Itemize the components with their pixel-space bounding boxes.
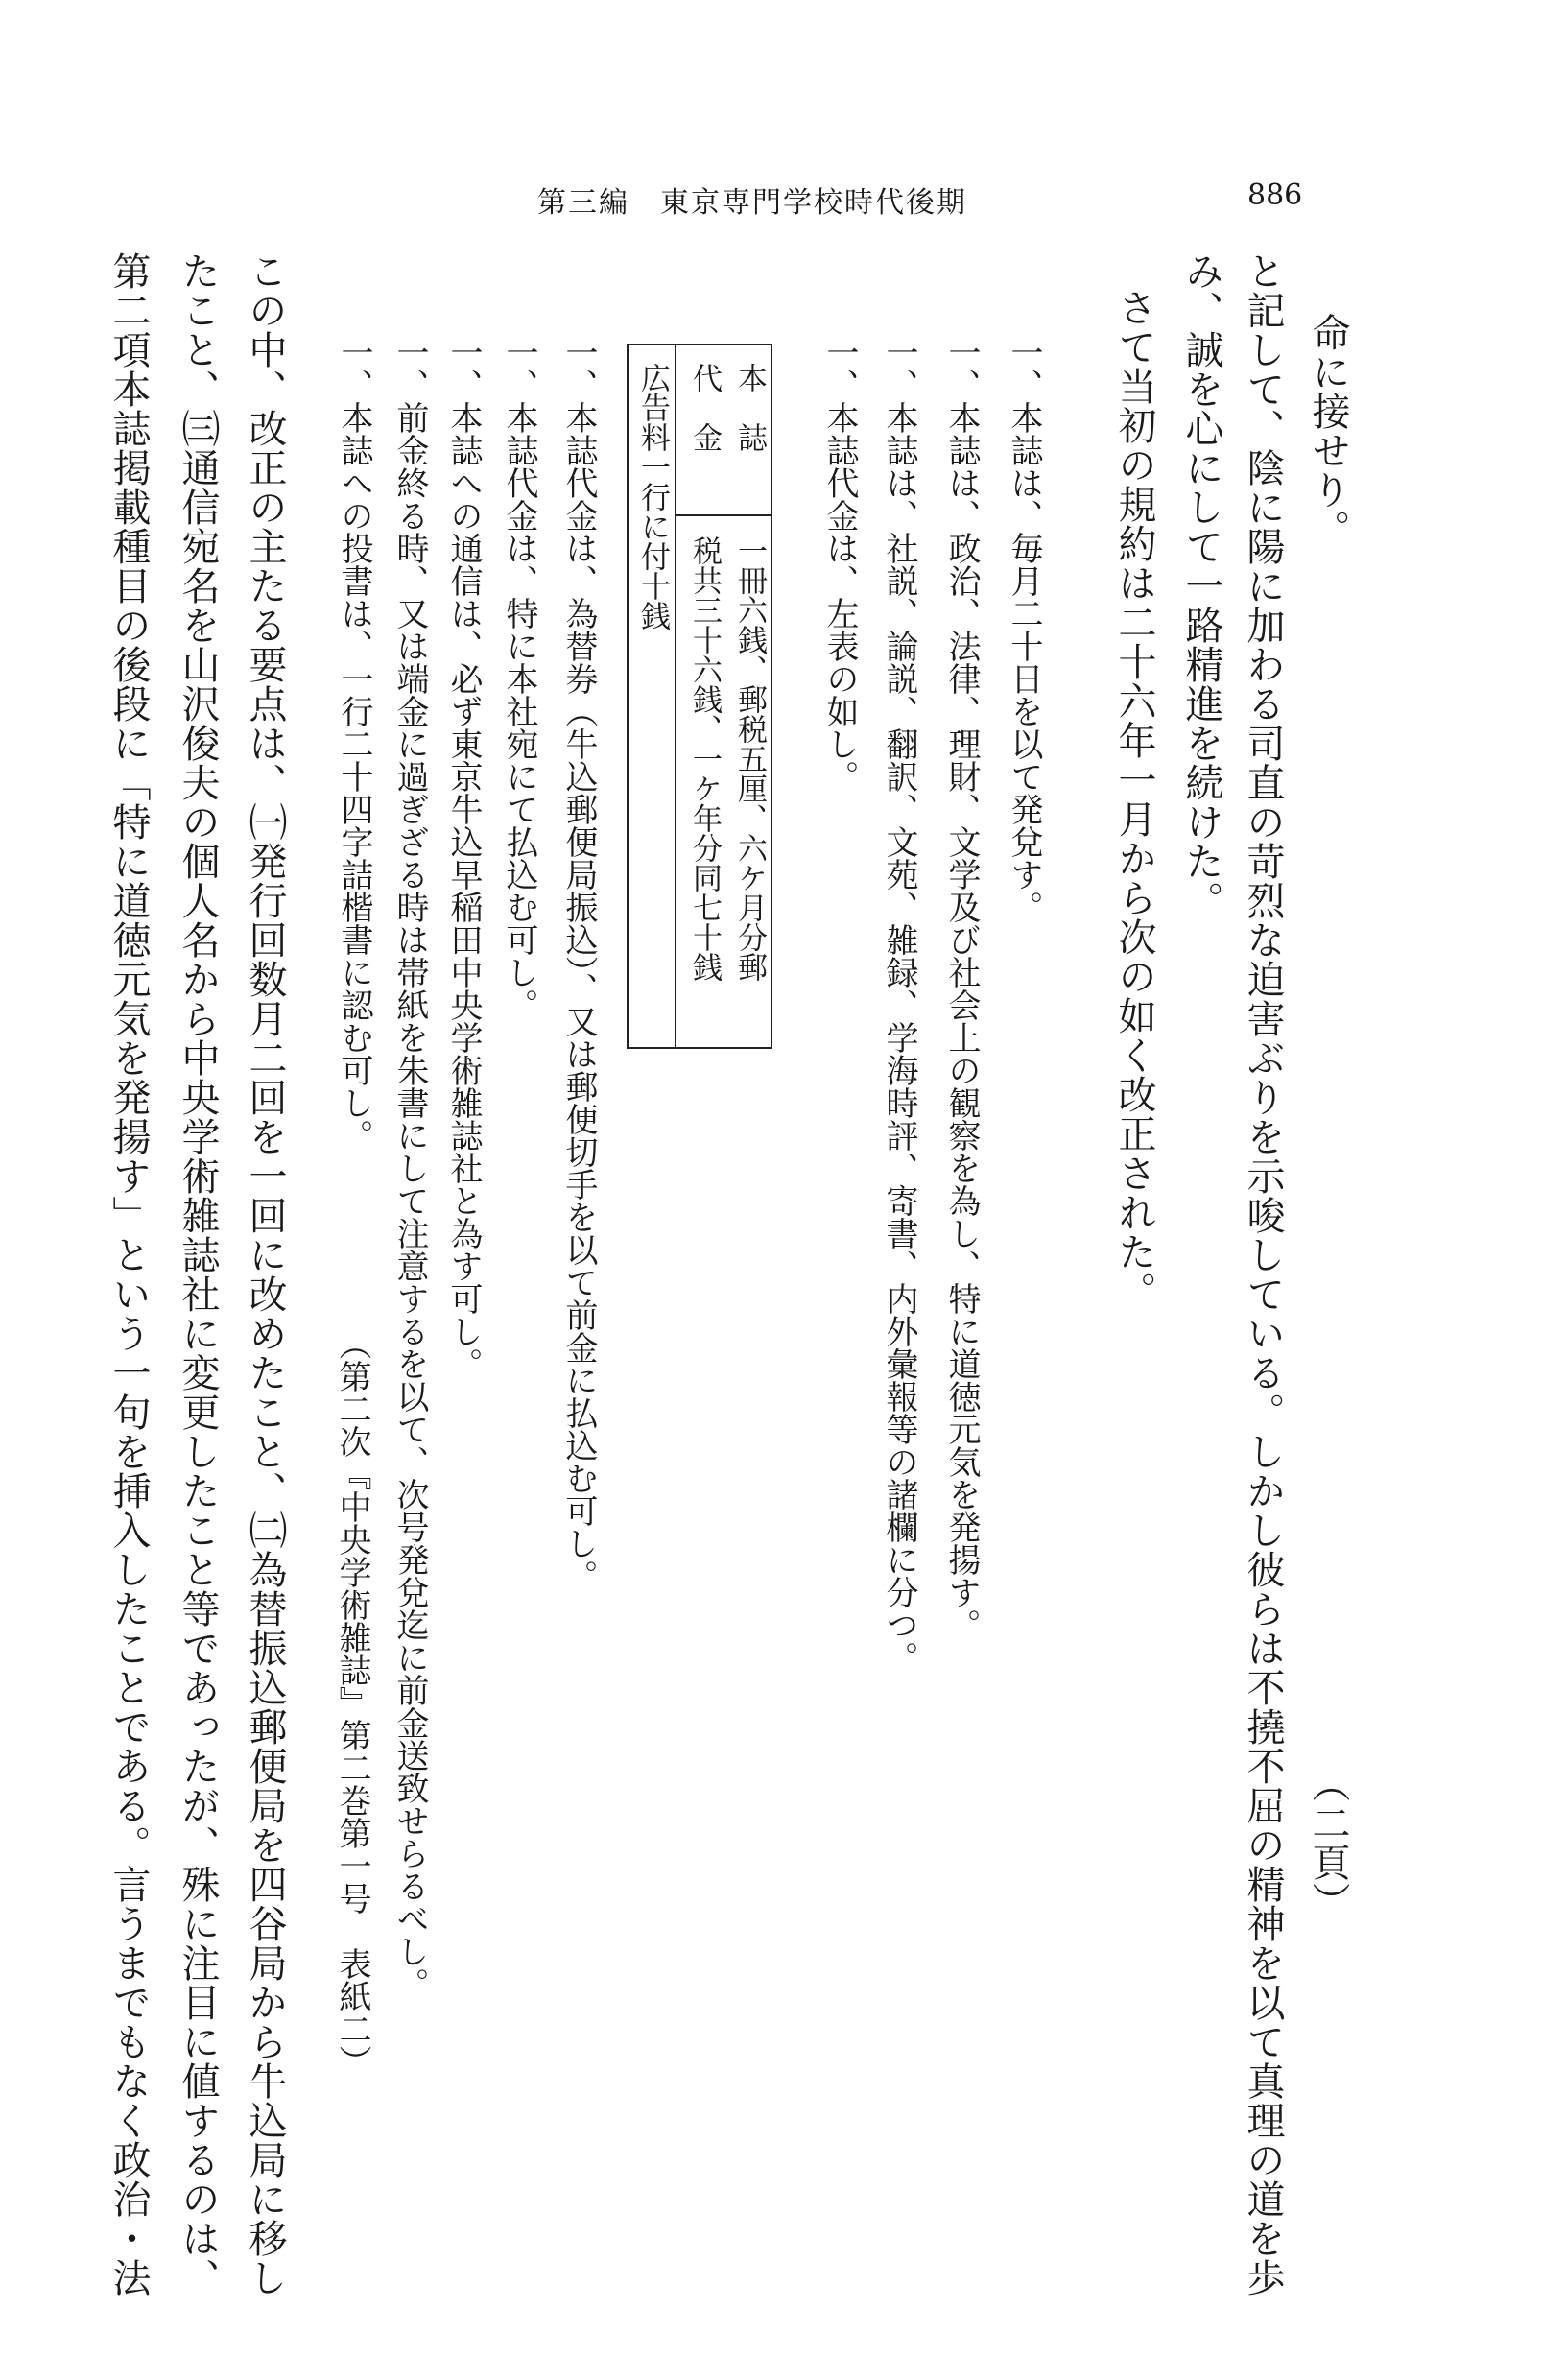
quote-citation-page: （二頁） bbox=[1306, 1764, 1350, 1921]
price-table-ad-rate: 広告料一行に付十銭 bbox=[635, 363, 670, 631]
rule-item: 一、本誌は、社説、論説、翻訳、文苑、雑録、学海時評、寄書、内外彙報等の諸欄に分つ。 bbox=[880, 336, 918, 1674]
rule-item: 一、本誌への通信は、必ず東京牛込早稲田中央学術雑誌社と為す可し。 bbox=[444, 336, 483, 1380]
rule-item: 一、本誌への投書は、一行二十四字詰楷書に認む可し。 bbox=[335, 336, 373, 1152]
price-table-divider bbox=[676, 514, 772, 516]
source-citation: （第二次『中央学術雑誌』第二巻第一号 表紙二） bbox=[333, 1327, 371, 2078]
price-table-value: 税共三十六銭、一ケ年分同七十銭 bbox=[687, 536, 722, 982]
rule-item: 一、本誌は、政治、法律、理財、文学及び社会上の観察を為し、特に道徳元気を発揚す。 bbox=[942, 336, 981, 1641]
body-text-line: 第二項本誌掲載種目の後段に「特に道徳元気を発揚す」という一句を挿入したことである。言うまでもなく政治・法 bbox=[107, 251, 151, 2297]
page-number: 886 bbox=[1247, 178, 1303, 212]
rule-item: 一、本誌代金は、為替券（牛込郵便局振込）、又は郵便切手を以て前金に払込む可し。 bbox=[559, 336, 598, 1592]
rule-item: 一、前金終る時、又は端金に過ぎざる時は帯紙を朱書にして注意するを以て、次号発兌迄に前金送致せらるべし。 bbox=[391, 336, 429, 2000]
body-text-line: と記して、陰に陽に加わる司直の苛烈な迫害ぶりを示唆している。しかし彼らは不撓不屈の精神を以て真理の道を歩 bbox=[1241, 251, 1285, 2297]
price-table-value: 一冊六銭、郵税五厘、六ケ月分郵 bbox=[732, 536, 767, 982]
rule-item: 一、本誌代金は、特に本社宛にて払込む可し。 bbox=[500, 336, 538, 1021]
body-text-line: さて当初の規約は二十六年一月から次の如く改正された。 bbox=[1112, 288, 1156, 1311]
price-table-divider bbox=[675, 344, 676, 1049]
price-table-label: 代 金 bbox=[687, 363, 722, 452]
running-header: 第三編 東京専門学校時代後期 bbox=[537, 186, 967, 220]
body-text-line: み、誠を心にして一路精進を続けた。 bbox=[1179, 251, 1223, 920]
body-text-line: たこと、㈢通信宛名を山沢俊夫の個人名から中央学術雑誌社に変更したこと等であったが、殊に注目に値するのは、 bbox=[176, 251, 220, 2297]
price-table-label: 本 誌 bbox=[732, 363, 767, 452]
quote-closing-line: 命に接せり。 bbox=[1306, 313, 1350, 549]
rule-item: 一、本誌は、毎月二十日を以て発兌す。 bbox=[1005, 336, 1043, 923]
body-text-line: この中、改正の主たる要点は、㈠発行回数月二回を一回に改めたこと、㈡為替振込郵便局を四谷局から牛込局に移し bbox=[243, 251, 287, 2297]
rule-item: 一、本誌代金は、左表の如し。 bbox=[820, 336, 859, 793]
